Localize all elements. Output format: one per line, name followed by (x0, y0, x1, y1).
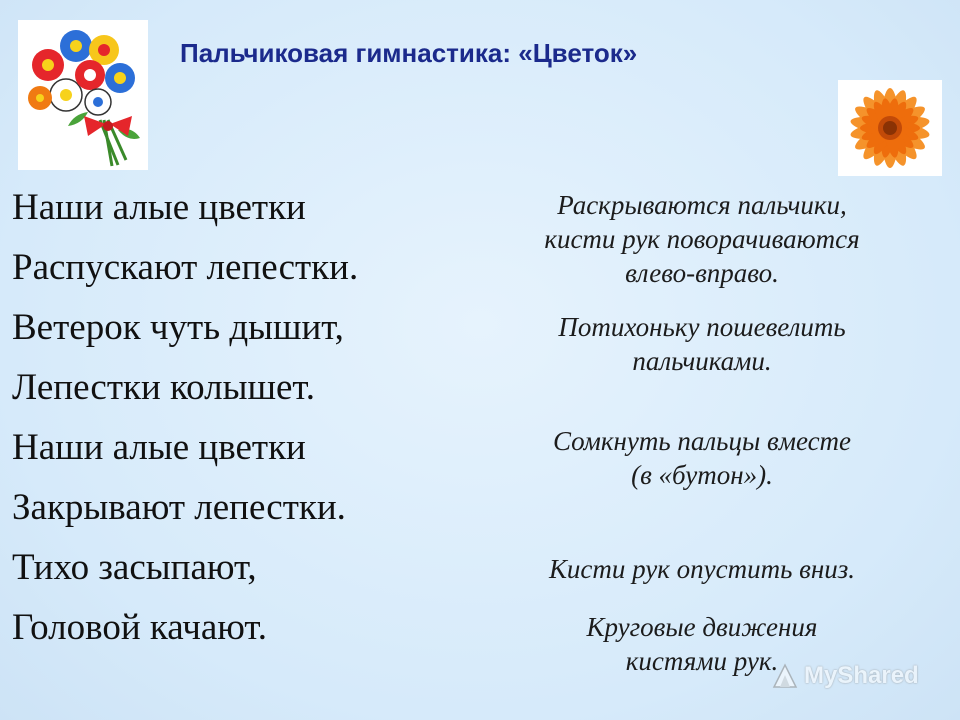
poem-line: Распускают лепестки. (12, 247, 359, 288)
action-line: кисти рук поворачиваются (544, 224, 860, 254)
flower-icon (838, 80, 942, 176)
action-line: (в «бутон»). (631, 460, 773, 490)
orange-flower-image (838, 80, 942, 176)
watermark-logo-icon (770, 661, 800, 691)
poem-line: Лепестки колышет. (12, 367, 316, 408)
action-line: Круговые движения (586, 612, 818, 642)
action-line: пальчиками. (632, 346, 772, 376)
watermark-text: MyShared (804, 662, 919, 689)
poem (12, 178, 472, 658)
action-instruction-4 (472, 552, 932, 586)
action-line: кистями рук. (625, 646, 779, 676)
poem-line: Наши алые цветки (12, 187, 306, 228)
poem-line: Ветерок чуть дышит, (12, 307, 344, 348)
bouquet-icon (18, 20, 148, 170)
poem-line: Головой качают. (12, 607, 268, 648)
poem-line: Закрывают лепестки. (12, 487, 346, 528)
watermark (770, 656, 940, 696)
poem-line: Наши алые цветки (12, 427, 306, 468)
bouquet-image (18, 20, 148, 170)
action-line: Сомкнуть пальцы вместе (552, 426, 852, 456)
action-instruction-2 (472, 310, 932, 378)
action-line: влево-вправо. (625, 258, 779, 288)
action-instruction-1 (472, 188, 932, 290)
action-line: Кисти рук опустить вниз. (548, 554, 856, 584)
page-title: Пальчиковая гимнастика: «Цветок» (180, 38, 638, 68)
action-line: Потихоньку пошевелить (558, 312, 846, 342)
action-line: Раскрываются пальчики, (557, 190, 847, 220)
action-instruction-3 (472, 424, 932, 492)
poem-line: Тихо засыпают, (12, 547, 257, 588)
